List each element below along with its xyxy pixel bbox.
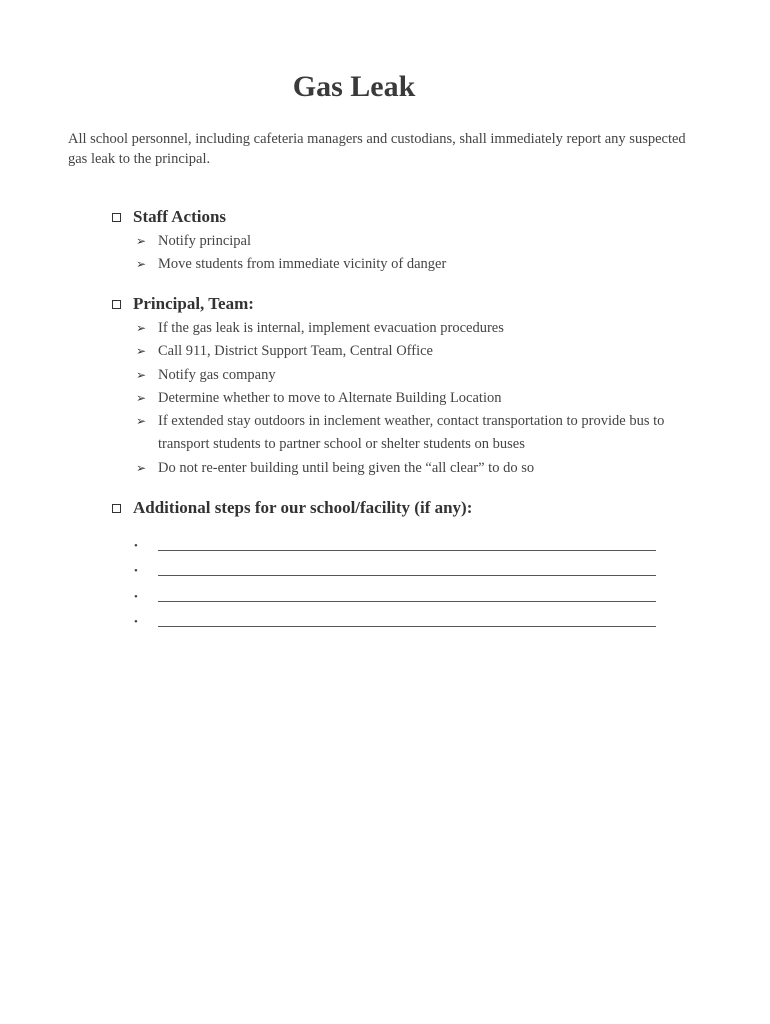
staff-actions-list: [136, 230, 696, 277]
dot-bullet-icon: •: [134, 616, 138, 628]
section-heading-additional-steps: [112, 498, 472, 518]
section-heading-staff-actions: [112, 207, 226, 227]
list-item-text: Move students from immediate vicinity of danger: [158, 256, 447, 273]
arrow-bullet-icon: ➢: [136, 367, 147, 382]
blank-fill-line[interactable]: [158, 625, 656, 627]
additional-steps-list: [134, 528, 664, 630]
blank-fill-line[interactable]: [158, 574, 656, 576]
list-item: [134, 554, 664, 580]
list-item: [136, 340, 696, 363]
arrow-bullet-icon: ➢: [136, 344, 147, 359]
page-title: Gas Leak: [292, 70, 416, 103]
section-heading-label: Additional steps for our school/facility (if any):: [133, 498, 473, 517]
checkbox-icon: [112, 300, 121, 309]
dot-bullet-icon: •: [134, 565, 138, 577]
list-item-text: Notify gas company: [158, 366, 276, 383]
arrow-bullet-icon: ➢: [136, 321, 147, 335]
list-item: [134, 605, 664, 631]
dot-bullet-icon: •: [134, 590, 138, 603]
list-item: [134, 579, 664, 605]
list-item: [136, 230, 696, 253]
checkbox-icon: [112, 504, 121, 513]
section-heading-label: Principal, Team:: [133, 294, 254, 313]
list-item-text: If extended stay outdoors in inclement weather, contact transportation to provide bus to transport students to partner school or shelter students on buses: [158, 413, 665, 453]
section-heading-label: Staff Actions: [133, 207, 227, 226]
arrow-bullet-icon: ➢: [136, 234, 147, 248]
blank-fill-line[interactable]: [158, 549, 656, 551]
list-item: [136, 410, 696, 457]
checkbox-icon: [112, 213, 121, 222]
section-heading-principal-team: [112, 294, 254, 314]
dot-bullet-icon: •: [134, 539, 138, 552]
list-item: [136, 387, 696, 410]
blank-fill-line[interactable]: [158, 600, 656, 602]
list-item: [136, 253, 696, 276]
list-item-text: Determine whether to move to Alternate Building Location: [158, 389, 502, 406]
list-item-text: Call 911, District Support Team, Central Office: [158, 343, 433, 360]
list-item: [136, 457, 696, 480]
principal-team-list: [136, 317, 696, 480]
arrow-bullet-icon: ➢: [136, 414, 147, 429]
list-item-text: Notify principal: [158, 233, 252, 249]
arrow-bullet-icon: ➢: [136, 257, 147, 272]
list-item-text: If the gas leak is internal, implement evacuation procedures: [158, 320, 504, 336]
list-item-text: Do not re-enter building until being given the “all clear” to do so: [158, 459, 535, 476]
list-item: [134, 528, 664, 554]
intro-paragraph: All school personnel, including cafeteria managers and custodians, shall immediately report any suspected gas leak to the principal.: [68, 131, 686, 167]
list-item: [136, 364, 696, 387]
arrow-bullet-icon: ➢: [136, 460, 147, 475]
list-item: [136, 317, 696, 340]
arrow-bullet-icon: ➢: [136, 390, 147, 405]
